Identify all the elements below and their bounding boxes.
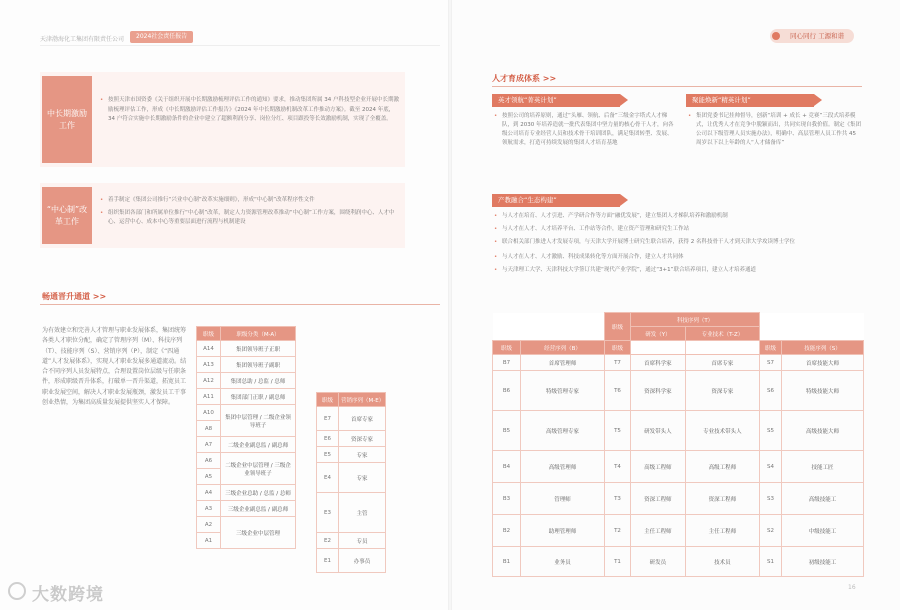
center-reform-label: “中心制”改革工作 (42, 187, 92, 244)
table-cell: S3 (760, 483, 782, 515)
table-cell: B5 (493, 411, 521, 451)
integration-bullet: • 与人才在人才、人才激励、科技成果转化等方面开展合作，建立人才共同体 (494, 253, 864, 262)
table-header: 营销序列（M-E） (339, 393, 386, 407)
table-cell: 高级管理专家 (521, 411, 605, 451)
table-cell: T3 (605, 483, 631, 515)
header-report-tag: 2024社会责任报告 (130, 31, 193, 43)
table-cell: A13 (197, 357, 221, 373)
watermark-text: 大数跨境 (32, 585, 104, 605)
elite-plan-title: 英才领航“菁英计划” (492, 94, 620, 107)
table-cell: B1 (493, 547, 521, 577)
table-cell: B2 (493, 515, 521, 547)
table-cell: 专家 (339, 463, 386, 493)
table-cell: A2 (197, 517, 221, 533)
table-cell: 集团领导班子副职 (221, 357, 296, 373)
table-cell: 三级企业中层管理 (221, 517, 296, 549)
table-spacer (631, 341, 686, 355)
table-header: 经营序列（B） (521, 341, 605, 355)
table-cell: A10 (197, 405, 221, 421)
table-cell: A4 (197, 485, 221, 501)
table-cell: B6 (493, 371, 521, 411)
table-cell: 资深科学家 (631, 371, 686, 411)
talent-section-title: 人才育成体系 >> (492, 74, 557, 83)
table-cell: 资深工程师 (685, 483, 759, 515)
table-cell: T4 (605, 451, 631, 483)
elite-plan-arrow-icon (620, 94, 628, 106)
table-cell: 技术员 (685, 547, 759, 577)
table-cell: 集团部门正职 / 副总师 (221, 389, 296, 405)
table-cell: 主任工程师 (631, 515, 686, 547)
table-header: 技能序列（S） (782, 341, 864, 355)
table-cell: 助理管理师 (521, 515, 605, 547)
table-cell: S1 (760, 547, 782, 577)
table-spacer (521, 313, 605, 341)
tech-group-header: 科技序列（T） (631, 313, 760, 327)
table-cell: 高级工程师 (685, 451, 759, 483)
table-cell: 首席技能大师 (782, 355, 864, 371)
table-cell: 三级企业总助 / 总监 / 总师 (221, 485, 296, 501)
table-cell: 管理师 (521, 483, 605, 515)
table-cell: 首席专家 (339, 407, 386, 431)
page-number: 16 (848, 584, 856, 591)
table-cell: 首席专家 (685, 355, 759, 371)
center-reform-bullets (100, 196, 400, 231)
table-cell: T5 (605, 411, 631, 451)
table-header: 专业技术（T-Z） (685, 327, 759, 341)
tech-sequence-table (492, 312, 864, 577)
promotion-body-text: 为有效建立和完善人才管理与职业发展体系，集团统筹各类人才职位分配，确定了管理序列（M）、科技序列（T）、技能序列（S）、营销序列（P），制定《“四通道”人才发展体系》，实现人才职业发展多通道流动。结合不同序列人员发展特点，合理设置岗位层级与任职条件，形成职级晋升体系，打破单一晋升渠道，拓宽员工职业发展空间，解决人才职业发展瓶颈，激发员工干事创业热情，为集团高质量发展提供坚实人才保障。 (42, 327, 187, 407)
table-cell: 研发员 (631, 547, 686, 577)
integration-bullet: • 联合相关部门推进人才发展专项，与天津大学开展博士研究生联合培养，获得 2 名科技骨干人才到天津大学攻读博士学位 (494, 238, 864, 247)
header-right-tag: 同心同行 工源和谐 (770, 29, 854, 43)
table-cell: T6 (605, 371, 631, 411)
integration-bullets (494, 212, 864, 279)
table-cell: A3 (197, 501, 221, 517)
table-cell: 研发带头人 (631, 411, 686, 451)
incentive-bullets (100, 96, 400, 128)
watermark-logo-icon (8, 582, 26, 600)
table-cell: 资深专家 (685, 371, 759, 411)
table-cell: A6 (197, 453, 221, 469)
table-cell: B7 (493, 355, 521, 371)
table-cell: 专业技术带头人 (685, 411, 759, 451)
table-cell: B4 (493, 451, 521, 483)
table-cell: A8 (197, 421, 221, 437)
table-header: 研发（Y） (631, 327, 686, 341)
table-spacer (685, 341, 759, 355)
table-cell: A14 (197, 341, 221, 357)
page-gutter (448, 0, 452, 610)
table-cell: 高级工程师 (631, 451, 686, 483)
table-cell: 三级企业副总监 / 副总师 (221, 501, 296, 517)
promotion-section-title: 畅通晋升通道 >> (42, 292, 107, 301)
table-header: 职级 (605, 341, 631, 355)
table-cell: E3 (317, 493, 339, 533)
table-spacer (782, 313, 864, 341)
center-reform-bullet: • 着手制定《集团公司推行“兴业中心制”改革实施细则》，形成“中心制”改革程序性文件 (100, 196, 400, 206)
table-cell: 技能工匠 (782, 451, 864, 483)
integration-title: 产教融合“生态构建” (492, 194, 620, 207)
table-cell: E2 (317, 533, 339, 549)
table-header: 职级 (493, 341, 521, 355)
table-cell: A1 (197, 533, 221, 549)
table-cell: E7 (317, 407, 339, 431)
table-cell: S2 (760, 515, 782, 547)
elite-plan-bullet: • 按照公司的培养原则，通过“头雁、领航、后备”三级金字塔式人才梯队，到 2030 年培养造就一批代表集团中坚力量的核心骨干人才，向各级公司培育专业经营人员和技术骨干培训团队，满足集团转型、发展、领航需求，打造可持续发展的集团人才培育基地 (494, 112, 674, 148)
table-cell: T1 (605, 547, 631, 577)
integration-arrow-icon (620, 194, 628, 206)
table-cell: 专员 (339, 533, 386, 549)
table-spacer (493, 313, 521, 341)
table-cell: 高级管理师 (521, 451, 605, 483)
talent-plan-bullet: • 集团党委书记挂帅督导，创新“培训 + 成长 + 竞赛”三段式培养模式，让优秀人才在竞争中脱颖而出，共同实现自我价值。制定《集团公司以下级管理人员实施办法》，明确中、高层管理人员工作共 45 周岁以下以上年龄的人“人才储备库” (688, 112, 863, 148)
table-cell: E1 (317, 549, 339, 573)
table-cell: 集团中层管理 / 二级企业领导班子 (221, 405, 296, 437)
table-cell: 主管 (339, 493, 386, 533)
table-cell: 特级管理专家 (521, 371, 605, 411)
table-cell: A5 (197, 469, 221, 485)
table-cell: 办事员 (339, 549, 386, 573)
table-cell: 初级技能工 (782, 547, 864, 577)
table-header: 职级 (197, 327, 221, 341)
elite-plan-bullets (494, 112, 674, 149)
promotion-section-line (40, 304, 440, 305)
integration-bullet: • 与天津理工大学、天津科技大学签订共建“现代产业学院”，通过“3+1”联合培养项目，建立人才培养通道 (494, 266, 864, 275)
management-sequence-table (196, 326, 296, 549)
table-cell: T7 (605, 355, 631, 371)
talent-plan-bullets (688, 112, 863, 149)
talent-plan-title: 聚能焕新“精英计划” (686, 94, 814, 107)
table-cell: 二级企业副总监 / 副总师 (221, 437, 296, 453)
table-cell: 特级技能大师 (782, 371, 864, 411)
table-cell: E6 (317, 431, 339, 447)
table-cell: 集团领导班子正职 (221, 341, 296, 357)
table-cell: 二级企业中层管理 / 三级企业领导班子 (221, 453, 296, 485)
table-cell: A11 (197, 389, 221, 405)
talent-section-line (492, 86, 862, 87)
table-cell: 专家 (339, 447, 386, 463)
incentive-bullet: • 按照天津市国资委《关于组织开展中长期激励梳理评估工作的通知》要求，推动集团所属 34 户科技型企业开展中长期激励梳理评估工作，形成《中长期激励评估工作报告》《2024 年中长期激励机制改革工作推动方案》。截至 2024 年底，34 户符合实施中长期激励条件的企业中建立了超额利润分享、岗位分红、项目跟投等长效激励机制，实现了全覆盖。 (100, 96, 400, 125)
header-company: 天津渤海化工集团有限责任公司 (40, 36, 125, 43)
table-cell: 资深专家 (339, 431, 386, 447)
table-cell: 主任工程师 (685, 515, 759, 547)
marketing-sequence-table (316, 392, 386, 573)
table-header: 职级 (317, 393, 339, 407)
table-cell: 高级技能工 (782, 483, 864, 515)
incentive-label: 中长期激励工作 (42, 76, 92, 163)
table-spacer (760, 313, 782, 341)
center-reform-bullet: • 组织集团各部门和所属单位推行“中心制”改革，制定人力资源管理改革推动“中心制”工作方案，围绕利润中心、人才中心、运营中心、成本中心等重要层面进行流程与机制建设 (100, 209, 400, 228)
table-cell: 首席科学家 (631, 355, 686, 371)
table-cell: B3 (493, 483, 521, 515)
table-cell: 业务员 (521, 547, 605, 577)
talent-plan-arrow-icon (814, 94, 822, 106)
integration-bullet: • 与人才在人才、人才培养平台、工作站等合作，建立资产管理和研究生工作站 (494, 225, 864, 234)
table-cell: S5 (760, 411, 782, 451)
table-cell: S7 (760, 355, 782, 371)
table-cell: S4 (760, 451, 782, 483)
table-cell: A12 (197, 373, 221, 389)
table-cell: 高级技能大师 (782, 411, 864, 451)
integration-bullet: • 与人才在培育、人才引进、产学研合作等方面“融优发展”，建立集团人才梯队培养和激励机制 (494, 212, 864, 221)
table-cell: E5 (317, 447, 339, 463)
table-header: 职级 (760, 341, 782, 355)
table-cell: 集团总助 / 总监 / 总师 (221, 373, 296, 389)
table-header: 职级 (605, 313, 631, 341)
table-header: 职级分类（M-A） (221, 327, 296, 341)
table-cell: S6 (760, 371, 782, 411)
header-divider (40, 45, 440, 46)
table-cell: 中级技能工 (782, 515, 864, 547)
header-dot-icon (772, 32, 780, 40)
table-cell: T2 (605, 515, 631, 547)
table-cell: E4 (317, 463, 339, 493)
table-cell: 首席管理师 (521, 355, 605, 371)
table-cell: 资深工程师 (631, 483, 686, 515)
table-cell: A7 (197, 437, 221, 453)
